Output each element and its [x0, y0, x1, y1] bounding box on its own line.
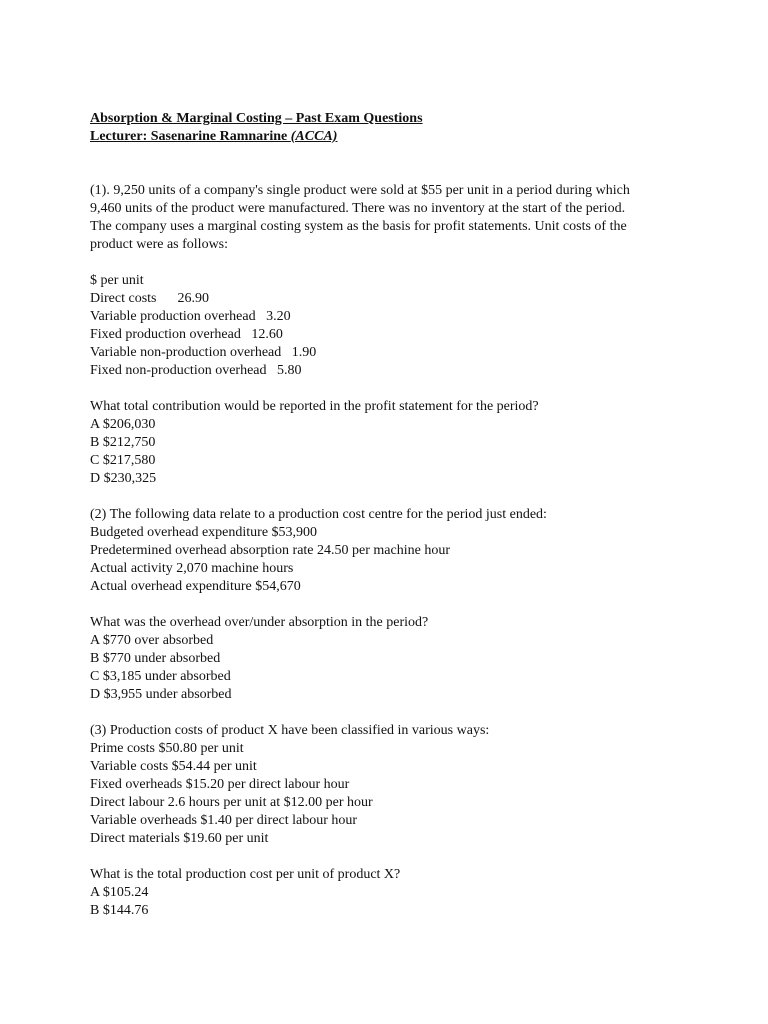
- q2-option-c: C $3,185 under absorbed: [90, 669, 231, 684]
- q3-line: Direct labour 2.6 hours per unit at $12.00 per hour: [90, 795, 373, 810]
- question-1: [90, 182, 690, 488]
- q2-option-a: A $770 over absorbed: [90, 633, 214, 648]
- q1-option-c: C $217,580: [90, 453, 156, 468]
- q1-intro-line: product were as follows:: [90, 237, 229, 252]
- q2-option-b: B $770 under absorbed: [90, 651, 221, 666]
- q3-line: Variable overheads $1.40 per direct labour hour: [90, 813, 358, 828]
- q1-option-d: D $230,325: [90, 471, 157, 486]
- q2-line: Budgeted overhead expenditure $53,900: [90, 525, 318, 540]
- q1-cost-line: Fixed production overhead 12.60: [90, 327, 283, 342]
- q2-line: (2) The following data relate to a production cost centre for the period just ended:: [90, 507, 547, 522]
- lecturer-name: Lecturer: Sasenarine Ramnarine: [90, 129, 291, 144]
- q1-question: What total contribution would be reported in the profit statement for the period?: [90, 399, 539, 414]
- document-title: Absorption & Marginal Costing – Past Exam Questions: [90, 111, 423, 126]
- q1-cost-line: Variable production overhead 3.20: [90, 309, 291, 324]
- q2-line: Actual activity 2,070 machine hours: [90, 561, 294, 576]
- question-2: [90, 506, 690, 704]
- q3-option-a: A $105.24: [90, 885, 149, 900]
- q1-option-a: A $206,030: [90, 417, 156, 432]
- q1-intro-line: 9,460 units of the product were manufactured. There was no inventory at the start of the period.: [90, 201, 626, 216]
- document-page: [90, 110, 690, 920]
- q1-intro-line: (1). 9,250 units of a company's single product were sold at $55 per unit in a period during which: [90, 183, 630, 198]
- q2-line: Actual overhead expenditure $54,670: [90, 579, 301, 594]
- lecturer-credential: (ACCA): [290, 129, 338, 144]
- q3-line: (3) Production costs of product X have been classified in various ways:: [90, 723, 490, 738]
- q3-line: Variable costs $54.44 per unit: [90, 759, 257, 774]
- q1-intro-line: The company uses a marginal costing system as the basis for profit statements. Unit costs of the: [90, 219, 627, 234]
- q2-option-d: D $3,955 under absorbed: [90, 687, 232, 702]
- q1-cost-line: Variable non-production overhead 1.90: [90, 345, 317, 360]
- q1-cost-line: Fixed non-production overhead 5.80: [90, 363, 302, 378]
- q2-line: Predetermined overhead absorption rate 24.50 per machine hour: [90, 543, 450, 558]
- q2-question: What was the overhead over/under absorption in the period?: [90, 615, 429, 630]
- question-3: [90, 722, 690, 920]
- q3-line: Fixed overheads $15.20 per direct labour hour: [90, 777, 350, 792]
- q1-cost-line: Direct costs 26.90: [90, 291, 209, 306]
- q3-line: Prime costs $50.80 per unit: [90, 741, 244, 756]
- q3-line: Direct materials $19.60 per unit: [90, 831, 269, 846]
- q3-question: What is the total production cost per unit of product X?: [90, 867, 401, 882]
- q1-cost-line: $ per unit: [90, 273, 144, 288]
- q3-option-b: B $144.76: [90, 903, 149, 918]
- lecturer-line: [90, 128, 690, 146]
- q1-option-b: B $212,750: [90, 435, 156, 450]
